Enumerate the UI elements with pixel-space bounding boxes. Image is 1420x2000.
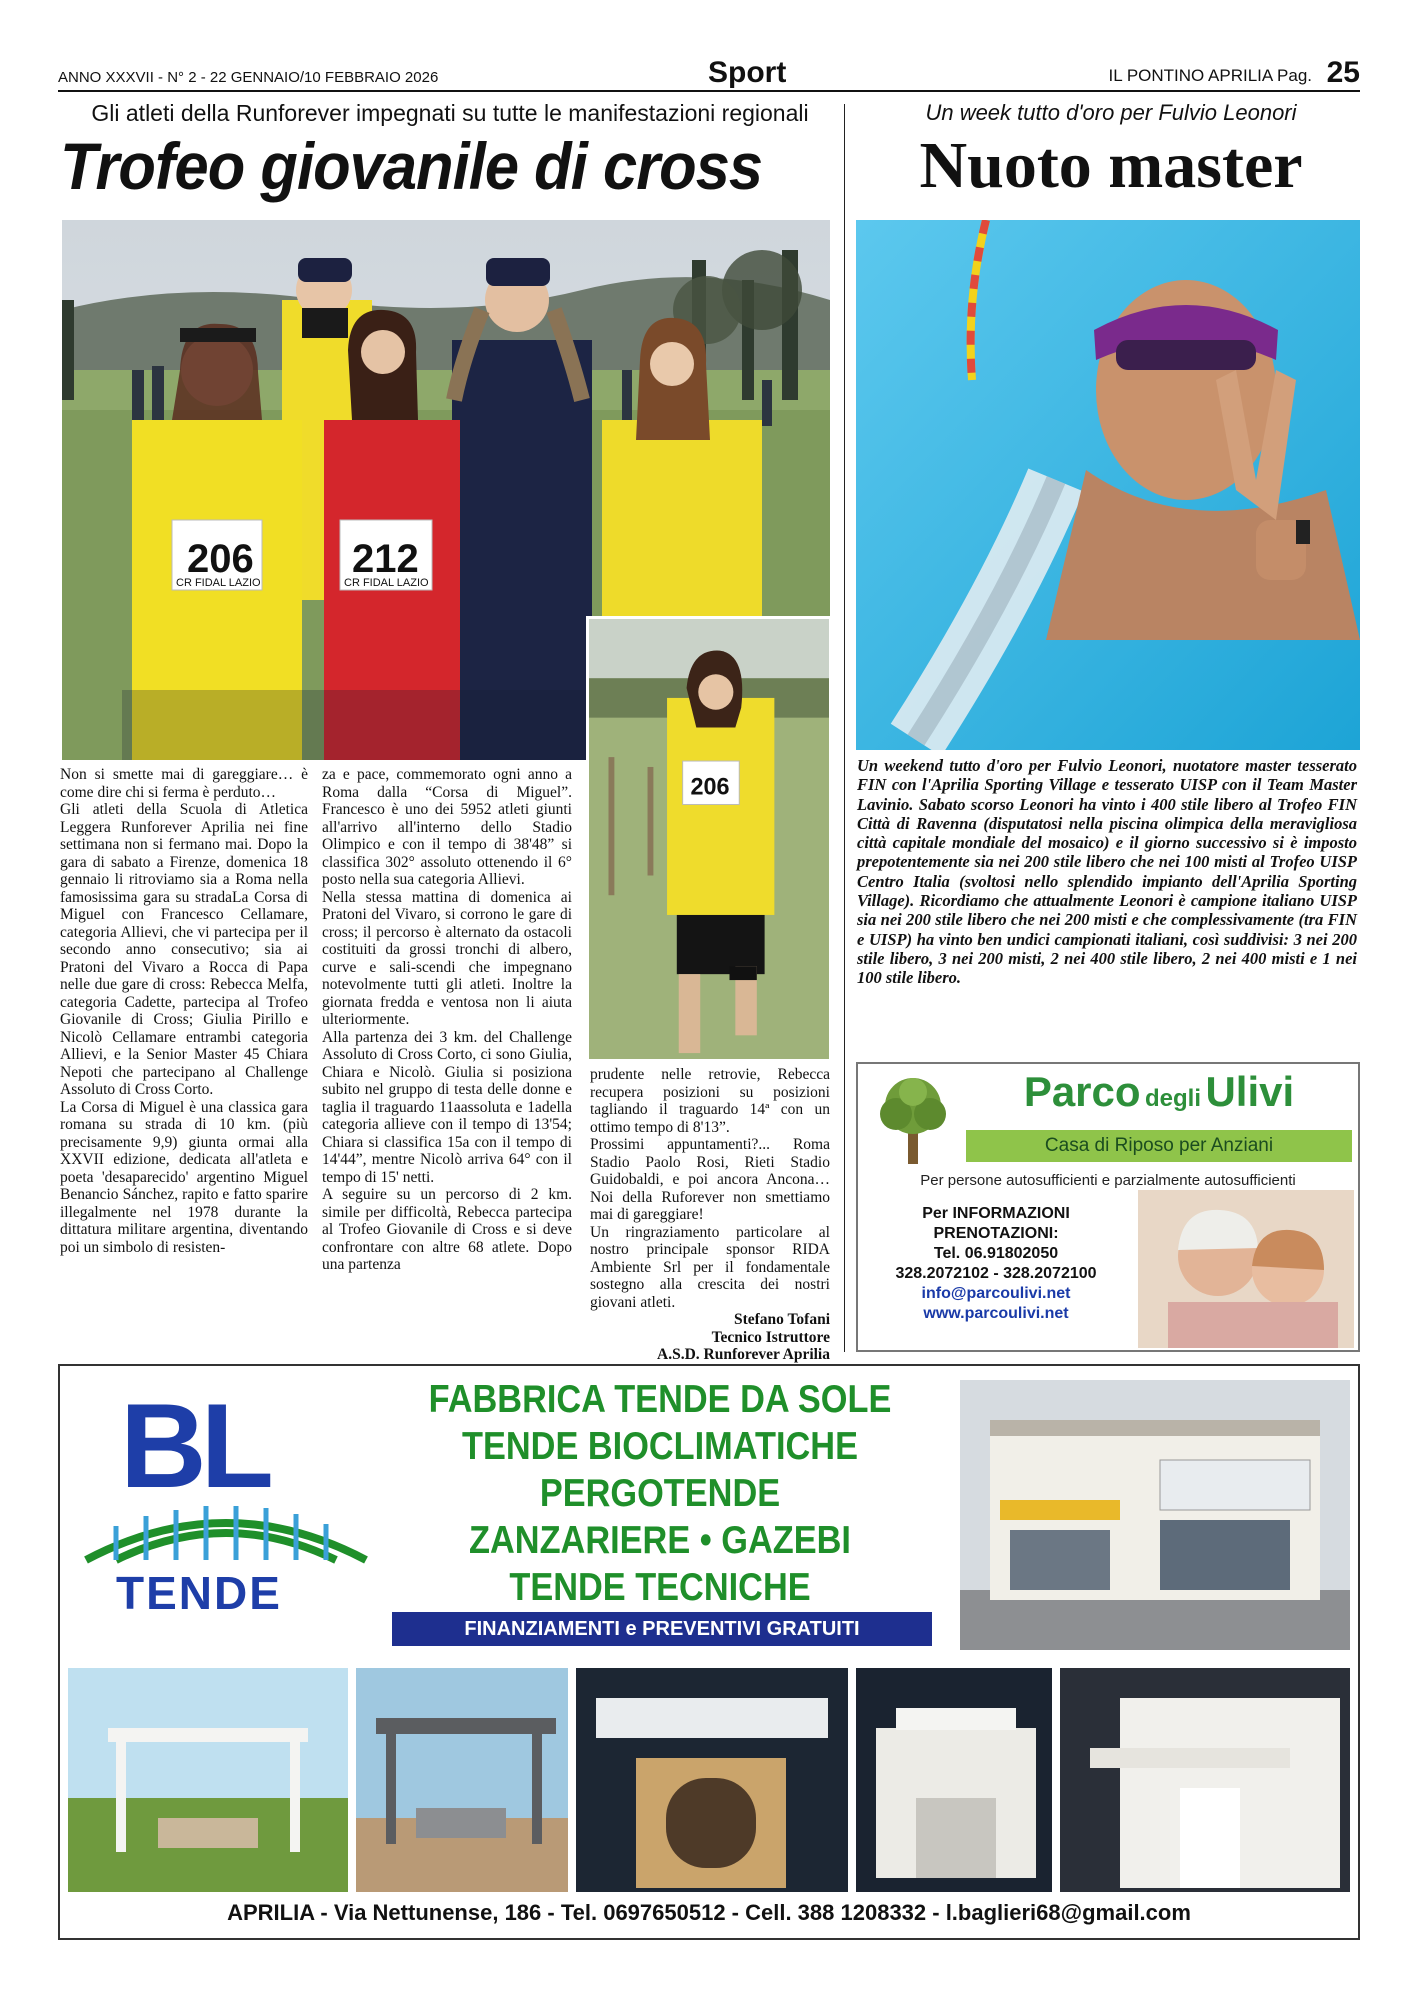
issue-line: ANNO XXXVII - N° 2 - 22 GENNAIO/10 FEBBRAIO 2026: [58, 69, 439, 86]
bl-logo: [76, 1379, 376, 1619]
bl-line-1: FABBRICA TENDE DA SOLE: [428, 1378, 892, 1421]
ulivi-email[interactable]: info@parcoulivi.net: [921, 1285, 1071, 1302]
section-name: Sport: [708, 56, 787, 89]
paragraph: prudente nelle retrovie, Rebecca recupera posizioni su posizioni tagliando il traguardo 14ª con un ottimo tempo di 8'13”.: [590, 1066, 830, 1136]
ulivi-contacts: [886, 1204, 1106, 1324]
bl-logo-word: TENDE: [116, 1567, 282, 1619]
runner-photo: [586, 616, 832, 1062]
bl-financing-band: FINANZIAMENTI e PREVENTIVI GRATUITI: [392, 1612, 932, 1646]
signature-name: Stefano Tofani: [733, 1311, 830, 1328]
bib-206: 206: [187, 537, 254, 581]
ad-bl-tende[interactable]: [58, 1364, 1360, 1940]
bl-product-photo-3: [576, 1668, 848, 1892]
right-title: Nuoto master: [919, 129, 1303, 202]
elderly-couple-photo: [1138, 1190, 1354, 1348]
paragraph: za e pace, commemorato ogni anno a Roma dalla “Corsa di Miguel”. Francesco è uno dei 5952 atleti giunti all'arrivo all'interno dello Stadio Olimpico e con il tempo di 38'48” si classifica 302° assoluto ottenendo il 6° posto nella sua categoria Allievi.: [322, 766, 572, 888]
left-article-col-3: [590, 1066, 830, 1364]
paragraph: A seguire su un percorso di 2 km. simile per difficoltà, Rebecca partecipa al Trofeo Giovanile di Cross e si deve confrontare con altre 68 atlete. Dopo una partenza: [322, 1186, 572, 1273]
ulivi-title: [964, 1068, 1354, 1116]
paragraph: Un ringraziamento particolare al nostro principale sponsor RIDA Ambiente Srl per il fondamentale sostegno alla crescita dei nostri giovani atleti.: [590, 1223, 830, 1311]
page-number: 25: [1326, 56, 1360, 89]
page-header: [58, 56, 1360, 92]
bl-logo-letters: BL: [120, 1379, 268, 1513]
paragraph: Nella stessa mattina di domenica ai Pratoni del Vivaro, si corrono le gare di cross; il percorso è alternato da ostacoli costituiti da grossi tronchi di albero, curve e sali-scendi che impegnano notevolmente tutti gli atleti. Inoltre la giornata fredda e ventosa non li aiuta ulteriormente.: [322, 888, 572, 1028]
ulivi-info-2: PRENOTAZIONI:: [933, 1225, 1059, 1242]
ad-parco-ulivi[interactable]: [856, 1062, 1360, 1352]
bib-212: 212: [352, 537, 419, 581]
left-article-col-2: [322, 766, 572, 1274]
bib-label-2: CR FIDAL LAZIO: [344, 577, 429, 589]
bl-line-5: TENDE TECNICHE: [509, 1566, 811, 1609]
bl-service-list: [422, 1376, 897, 1611]
right-article-body: Un weekend tutto d'oro per Fulvio Leonori, nuotatore master tesserato FIN con l'Aprilia Sporting Village e tesserato UISP con il Team Master Lavinio. Sabato scorso Leonori ha vinto i 400 stile libero al Trofeo FIN Città di Ravenna (disputatosi nella piscina olimpica della meravigliosa città capitale mondiale del mosaico) e il giorno successivo si è imposto prepotentemente sia nei 200 stile libero che nei 100 misti al Trofeo UISP Centro Italia (svoltosi nello splendido impianto dell'Aprilia Sporting Village). Ricordiamo che attualmente Leonori è campione italiano UISP sia nei 200 stile libero che nei 200 misti e che complessivamente (tra FIN e UISP) ha vinto ben undici campionati italiani, così suddivisi: 3 nei 200 stile libero, 3 nei 200 misti, 2 nei 400 stile libero, 2 nei 400 misti e 1 nei 100 stile libero.: [857, 756, 1357, 988]
bib-label-1: CR FIDAL LAZIO: [176, 577, 261, 589]
left-title: Trofeo giovanile di cross: [60, 129, 763, 203]
bl-product-photo-4: [856, 1668, 1052, 1892]
bl-line-4: ZANZARIERE • GAZEBI: [469, 1519, 851, 1562]
paragraph: Alla partenza dei 3 km. del Challenge Assoluto di Cross Corto, ci sono Giulia, Chiara e Nicolò. Giulia si posiziona subito nel gruppo di testa delle donne e taglia il traguardo 11aassoluta e 1adella categoria allieve con il tempo di 13'54; Chiara si classifica 15a con il tempo di 14'44”, mentre Nicolò arriva 64° con il tempo di 15' netti.: [322, 1028, 572, 1186]
bl-product-photo-2: [356, 1668, 568, 1892]
olive-tree-icon: [868, 1072, 958, 1168]
ulivi-info-1: Per INFORMAZIONI: [922, 1205, 1070, 1222]
column-divider: [844, 104, 845, 1352]
ulivi-name-3: Ulivi: [1205, 1068, 1295, 1115]
swimmer-photo: [856, 220, 1360, 750]
paragraph: La Corsa di Miguel è una classica gara romana su strada di 10 km. (più precisamente 9,9) giunta ormai alla XXVII edizione, dedicata all'atleta e poeta 'desaparecido' argentino Miguel Benancio Sánchez, rapito e fatto sparire illegalmente nel 1978 durante la dittatura militare argentina, diventando poi un simbolo di resisten-: [60, 1098, 308, 1256]
ulivi-web[interactable]: www.parcoulivi.net: [923, 1305, 1069, 1322]
paragraph: Gli atleti della Scuola di Atletica Leggera Runforever Aprilia nei fine settimana non si fermano mai. Dopo la gara di sabato a Firenze, domenica 18 gennaio li ritroviamo sia a Roma nella famosissima gara su stradaLa Corsa di Miguel con Francesco Cellamare, categoria Allievi, che vi partecipa per il secondo anno consecutivo; sia ai Pratoni del Vivaro a Rocca di Papa nelle due gare di cross: Rebecca Melfa, categoria Cadette, partecipa al Trofeo Giovanile di Cross; Giulia Pirillo e Nicolò Cellamare entrambi categoria Allievi, e la Senior Master 45 Chiara Nepoti che partecipano al Challenge Assoluto di Cross Corto.: [60, 801, 308, 1098]
signature-club: A.S.D. Runforever Aprilia: [657, 1346, 830, 1363]
paragraph: Prossimi appuntamenti?... Roma Stadio Paolo Rosi, Rieti Stadio Guidobaldi, e poi ancora Ancona… Noi della Ruforever non smettiamo mai di gareggiare!: [590, 1136, 830, 1223]
signature-role: Tecnico Istruttore: [711, 1328, 830, 1346]
ulivi-name-2: degli: [1145, 1085, 1202, 1112]
left-kicker: Gli atleti della Runforever impegnati su tutte le manifestazioni regionali: [91, 100, 809, 126]
paragraph: Non si smette mai di gareggiare… è come dire chi si ferma è perduto…: [60, 766, 308, 801]
left-article-col-1: [60, 766, 308, 1256]
bl-logo-waves: [76, 1496, 376, 1566]
bl-line-2: TENDE BIOCLIMATICHE: [462, 1425, 858, 1468]
ulivi-subtitle: Per persone autosufficienti e parzialmente autosufficienti: [920, 1172, 1296, 1189]
ulivi-name-1: Parco: [1023, 1068, 1141, 1115]
ulivi-tagline: Casa di Riposo per Anziani: [966, 1130, 1352, 1162]
ulivi-tel[interactable]: Tel. 06.91802050: [933, 1245, 1059, 1262]
right-kicker: Un week tutto d'oro per Fulvio Leonori: [925, 100, 1297, 125]
ulivi-cells[interactable]: 328.2072102 - 328.2072100: [895, 1265, 1097, 1282]
bl-line-3: PERGOTENDE: [539, 1472, 781, 1515]
paper-name: IL PONTINO APRILIA Pag.: [1108, 66, 1312, 85]
bib-206-runner: 206: [690, 773, 730, 800]
bl-shop-photo: [960, 1380, 1350, 1650]
bl-contact-footer[interactable]: APRILIA - Via Nettunense, 186 - Tel. 0697650512 - Cell. 388 1208332 - l.baglieri68@gmail.com: [227, 1900, 1191, 1925]
bl-product-photo-1: [68, 1668, 348, 1892]
bl-product-photo-5: [1060, 1668, 1350, 1892]
